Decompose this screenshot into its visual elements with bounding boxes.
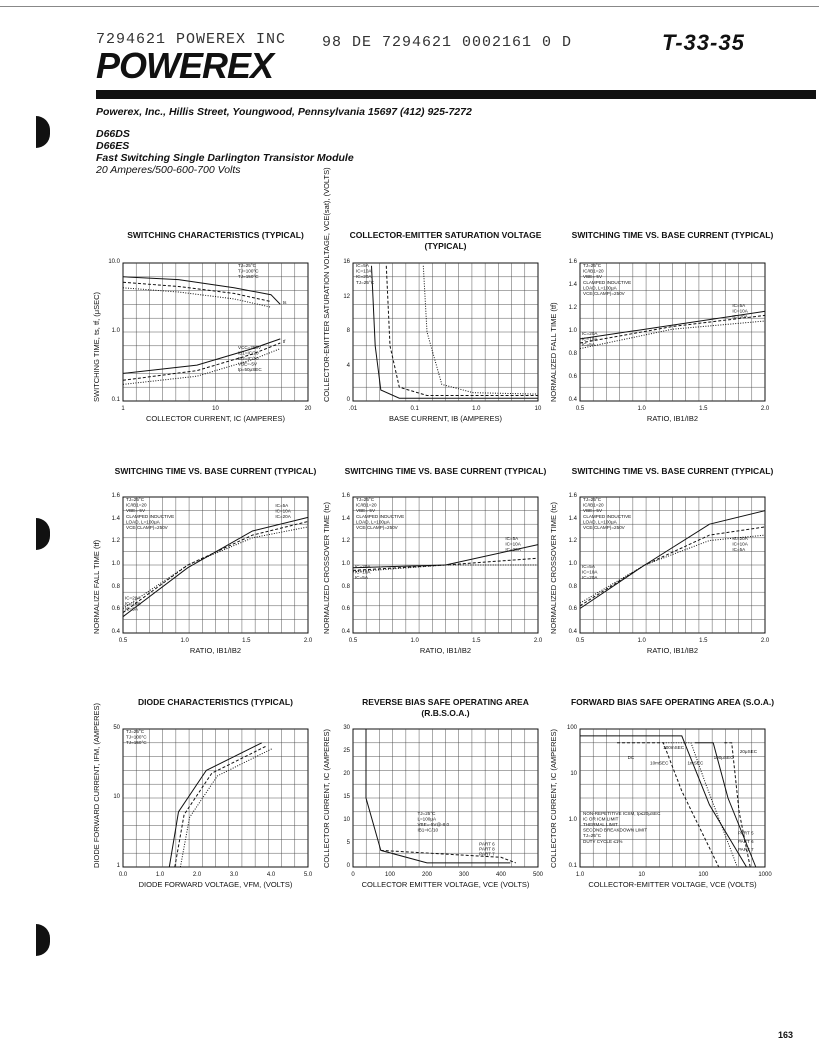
binder-hole-2 [36,518,50,550]
curve-label: PART 7 [479,851,495,857]
x-axis-label: COLLECTOR-EMITTER VOLTAGE, VCE (VOLTS) [588,880,757,889]
y-tick-label: 0.8 [341,583,350,590]
x-tick-label: 1.5 [699,638,708,644]
note-text: TJ=25°C [356,497,375,502]
y-tick-label: 12 [343,293,350,300]
product-title: Fast Switching Single Darlington Transistor Module [96,152,354,164]
y-tick-label: 1.0 [111,328,120,334]
note-text: TJ=25°C [126,497,145,502]
y-tick-label: 1.0 [568,561,577,567]
header-bar [96,90,816,99]
chart-plot [348,496,543,646]
x-axis-label: RATIO, IB1/IB2 [419,646,472,655]
x-tick-label: 1 [121,406,125,412]
curve-label: IC=10A [355,569,371,575]
curve-label: IC=10A [275,508,291,514]
chart-title: SWITCHING CHARACTERISTICS (TYPICAL) [127,230,304,240]
x-axis-label: COLLECTOR CURRENT, IC (AMPERES) [145,414,286,423]
chart-title: COLLECTOR-EMITTER SATURATION VOLTAGE (TYPICAL) [349,230,542,251]
curve-label: IC=20A [732,313,748,319]
note-text: LOAD, L=100μA [583,285,617,291]
curve-series [381,850,516,863]
chart-notes [417,811,449,833]
curve-label: IC=5A [732,547,746,553]
y-axis-label: COLLECTOR-EMITTER SATURATION VOLTAGE, VCE(sat), (VOLTS) [322,167,331,402]
curve-label: DC [627,754,635,760]
chart-plot [575,262,770,414]
x-axis-label: BASE CURRENT, IB (AMPERES) [389,414,502,423]
document-code: 7294621 POWEREX INC [96,31,287,48]
curve-label: PART 6 [479,841,495,847]
y-tick-label: 1.2 [568,305,577,311]
note-text: VBE=-5V [583,274,603,280]
curve-label: IC=20A [582,574,598,580]
note-text: TJ=25°C [237,263,257,268]
chart-notes [126,729,147,745]
note-text: CLAMPED INDUCTIVE [126,513,175,519]
reference-code: 98 DE 7294621 0002161 0 D [322,34,573,51]
note-text: VBE=-5V@-8.0 [417,822,450,827]
note-text: DUTY CYCLE ≤1% [583,838,623,844]
x-tick-label: 1.0 [180,638,189,644]
curve-label: IC=20A [125,595,141,601]
y-tick-label: 1.6 [568,259,577,265]
chart-notes [583,263,631,296]
company-address: Powerex, Inc., Hillis Street, Youngwood, Pennsylvania 15697 (412) 925-7272 [96,106,472,118]
x-tick-label: 3.0 [229,872,239,878]
curve-label: IC=10A [732,541,748,547]
chart-title: FORWARD BIAS SAFE OPERATING AREA (S.O.A.) [570,697,775,707]
y-axis-label: COLLECTOR CURRENT, IC (AMPERES) [549,728,558,868]
powerex-logo [96,45,274,86]
x-tick-label: .01 [348,406,358,412]
y-tick-label: 25 [343,748,350,754]
y-tick-label: 0.1 [568,863,577,869]
y-tick-label: 0.8 [568,583,577,590]
curve-series [180,748,273,867]
note-text: VBE=-5V [237,361,257,367]
chart-notes [583,497,631,530]
note-text: IC OR ICM LIMIT [583,816,619,822]
x-tick-label: 1000 [758,872,772,878]
curve-label: IC=10A [732,308,748,314]
note-text: VCE(CLAMP)=250V [126,525,168,530]
y-tick-label: 0.8 [111,583,120,590]
x-tick-label: 100 [384,872,396,878]
curve-label: PART 5 [737,830,754,836]
chart-notes [583,811,661,844]
curve-label: 20μSEC [739,749,758,755]
x-tick-label: 5.0 [303,872,313,878]
note-text: CLAMPED INDUCTIVE [583,513,632,519]
y-tick-label: 16 [343,259,350,265]
note-text: IC/IB1=20 [356,502,377,508]
x-tick-label: 2.0 [760,406,770,412]
product-rating: 20 Amperes/500-600-700 Volts [96,164,241,176]
x-tick-label: 2.0 [760,638,770,644]
y-tick-label: 1.4 [341,515,350,522]
note-text: IB2=IC/10 [237,356,259,361]
x-tick-label: 0.5 [118,638,128,644]
y-tick-label: 10 [570,771,577,777]
y-tick-label: 1.0 [568,817,577,823]
x-tick-label: 1.0 [575,872,585,878]
curve-label: IC=20A [505,547,521,553]
x-tick-label: 400 [495,872,507,878]
curve-label: IC=5A [355,574,368,580]
curve-label: PART 8 [479,846,495,852]
binder-hole-3 [36,924,50,956]
y-tick-label: 0.6 [111,606,120,613]
note-text: IB1=IC/20 [237,350,259,356]
curve-label: IC=10A [582,336,598,342]
chart-title: SWITCHING TIME VS. BASE CURRENT (TYPICAL) [571,230,774,240]
y-tick-label: 10.0 [108,259,120,265]
note-text: L=100μA [417,816,437,822]
y-tick-label: 15 [343,794,350,800]
curve-label: IC=5A [125,606,138,612]
y-tick-label: 1.6 [341,493,350,499]
y-tick-label: 30 [343,725,350,731]
note-text: TJ=25°C [583,263,602,268]
x-axis-label: RATIO, IB1/IB2 [646,414,699,423]
handwritten-annotation: T-33-35 [662,30,745,55]
chart-title: REVERSE BIAS SAFE OPERATING AREA (R.B.S.O.A.) [362,697,529,718]
note-text: VBE=-5V [356,508,376,514]
x-tick-label: 1.0 [155,872,165,878]
x-tick-label: 0.5 [348,638,358,644]
note-text: TJ=100°C [126,734,147,740]
part-number-1: D66DS [96,128,130,140]
y-tick-label: 0 [346,863,350,869]
y-tick-label: 1.4 [568,282,577,288]
curve-label: 100μSEC [713,754,734,760]
curve-label: IC=20A [732,536,748,542]
chart-plot [348,262,542,414]
y-tick-label: 100 [566,725,577,731]
note-text: IB1=IC/10 [417,827,439,833]
y-tick-label: 0.6 [568,606,577,613]
note-text: CLAMPED INDUCTIVE [583,279,632,285]
part-number-2: D66ES [96,140,130,152]
x-tick-label: 2.0 [533,638,543,644]
x-tick-label: 1.0 [637,638,646,644]
binder-hole-1 [36,116,50,148]
curve-label: ts [282,300,287,305]
y-tick-label: 0.6 [341,606,350,613]
curve-label: PART 6 [737,838,754,844]
x-tick-label: 0 [351,872,355,878]
chart-plot [575,728,772,880]
chart-plot [122,262,311,414]
curve-label: IC=10A [125,601,141,606]
y-tick-label: 0.4 [568,629,577,635]
curve-label: 100mSEC [663,745,685,750]
curve-label: 10mSEC [650,760,669,766]
y-tick-label: 4 [346,362,350,369]
page-number: 163 [778,1030,794,1040]
y-tick-label: 0.1 [111,397,120,403]
y-tick-label: 1.6 [111,493,120,499]
x-tick-label: 1.5 [472,638,481,644]
x-tick-label: 1.0 [637,406,646,412]
curve-label: tf [282,339,286,345]
note-text: TJ=100°C [237,268,259,274]
x-tick-label: 0.0 [118,872,128,878]
x-tick-label: 1.0 [410,638,419,644]
note-text: VCC=250V [237,344,262,350]
y-tick-label: 0.4 [568,397,577,403]
y-tick-label: 0 [346,397,350,403]
curve-label: IC=10A [505,541,521,547]
x-tick-label: 1.5 [242,638,251,644]
note-text: TJ=25°C [583,497,602,502]
y-axis-label: NORMALIZED FALL TIME (tf) [549,302,558,402]
x-tick-label: 500 [532,872,544,878]
chart-plot [575,496,770,646]
note-text: IC=20A [356,274,372,280]
y-tick-label: 1.6 [568,493,577,499]
y-tick-label: 1.0 [111,561,120,567]
curve-label: IC=5A [582,341,595,347]
x-tick-label: 20 [304,406,312,412]
note-text: IC/IB1=20 [583,268,604,274]
x-tick-label: 10 [638,872,646,878]
note-text: IC=10A [356,268,372,274]
x-tick-label: 200 [421,872,433,878]
x-tick-label: 300 [458,872,470,878]
curve-label: IC=5A [582,563,595,569]
y-tick-label: 8 [346,328,350,334]
curve-label: IC=20A [582,330,598,336]
curve-label: IC=20A [355,563,371,569]
y-tick-label: 1.0 [341,561,350,567]
chart-notes [126,497,174,530]
chart-title: SWITCHING TIME VS. BASE CURRENT (TYPICAL) [571,466,774,476]
curve-series [386,266,538,396]
note-text: VCE(CLAMP)=250V [583,291,625,296]
x-tick-label: 0.5 [575,638,585,644]
note-text: TJ=25°C [356,279,375,285]
x-tick-label: 2.0 [192,872,202,878]
chart-plot [118,496,313,646]
logo-text: POWEREX [96,45,274,86]
note-text: VCE(CLAMP)=250V [583,525,625,530]
x-tick-label: 2.0 [303,638,313,644]
note-text: TJ=25°C [417,810,436,816]
y-tick-label: 0.4 [341,629,350,635]
note-text: LOAD, L=100μA [126,519,160,525]
curve-label: IC=5A [275,503,289,509]
curve-label: IC=5A [732,302,746,308]
y-tick-label: 0.8 [568,351,577,357]
y-tick-label: 50 [113,725,120,731]
top-rule [0,6,819,7]
chart-title: DIODE CHARACTERISTICS (TYPICAL) [138,697,293,707]
x-tick-label: 1.0 [472,406,481,412]
note-text: VCE(CLAMP)=250V [356,525,398,530]
x-tick-label: 100 [698,872,709,878]
chart-plot [351,728,544,880]
curve-series [123,282,271,301]
x-axis-label: RATIO, IB1/IB2 [189,646,242,655]
y-axis-label: COLLECTOR CURRENT, IC (AMPERES) [322,728,331,868]
y-tick-label: 10 [113,794,120,800]
y-axis-label: NORMALIZE FALL TIME (tf) [92,539,101,634]
note-text: TJ=25°C [126,729,145,734]
note-text: CLAMPED INDUCTIVE [356,513,405,519]
note-text: NON-REPETITIVE ICSM, tp≤20μSEC [583,810,661,816]
y-axis-label: NORMALIZED CROSSOVER TIME (tc) [322,502,331,634]
x-axis-label: DIODE FORWARD VOLTAGE, VFM, (VOLTS) [138,880,293,889]
x-axis-label: RATIO, IB1/IB2 [646,646,699,655]
note-text: TJ=150°C [237,274,259,280]
x-tick-label: 10 [534,406,542,412]
chart-plot [118,728,313,880]
y-tick-label: 1.4 [111,515,120,522]
y-axis-label: NORMALIZED CROSSOVER TIME (tc) [549,502,558,634]
y-tick-label: 0.4 [111,629,120,635]
x-tick-label: 1.5 [699,406,708,412]
note-text: IC=5A [356,263,369,268]
x-tick-label: 10 [212,406,219,412]
y-tick-label: 1.2 [568,538,577,545]
chart-title: SWITCHING TIME VS. BASE CURRENT (TYPICAL) [114,466,317,476]
note-text: VBE=-5V [126,508,146,514]
note-text: VBE=-5V [583,508,603,514]
note-text: TJ=150°C [126,740,147,746]
y-tick-label: 1.2 [341,538,350,545]
y-tick-label: 0.6 [568,374,577,380]
y-tick-label: 20 [343,771,350,777]
x-tick-label: 4.0 [266,872,276,878]
note-text: LOAD, L=100μA [356,519,390,525]
y-tick-label: 10 [343,817,350,823]
x-axis-label: COLLECTOR EMITTER VOLTAGE, VCE (VOLTS) [361,880,530,889]
curve-series [423,266,538,394]
y-tick-label: 5 [346,840,350,846]
note-text: SECOND BREAKDOWN LIMIT [583,827,648,833]
y-axis-label: DIODE FORWARD CURRENT, IFM, (AMPERES) [92,702,101,868]
note-text: IC/IB1=20 [126,502,147,508]
chart-notes [238,263,262,372]
x-tick-label: 0.1 [410,406,419,412]
y-tick-label: 1.0 [568,328,577,334]
curve-label: PART 7 [737,847,754,853]
curve-label: IC=20A [275,514,291,520]
note-text: tp=50μSEC [237,367,262,373]
note-text: IC/IB1=20 [583,502,604,508]
curve-series [175,746,267,867]
curve-label: IC=10A [582,569,598,575]
x-tick-label: 0.5 [575,406,585,412]
note-text: THERMAL LIMIT [583,822,618,827]
y-tick-label: 1.2 [111,538,120,545]
note-text: LOAD, L=100μA [583,519,617,525]
y-tick-label: 1 [116,863,120,869]
chart-notes [356,497,404,530]
curve-label: 1mSEC [687,760,704,766]
note-text: TJ=25°C [583,833,602,839]
y-tick-label: 1.4 [568,515,577,522]
curve-label: IC=5A [505,536,519,542]
chart-title: SWITCHING TIME VS. BASE CURRENT (TYPICAL) [344,466,547,476]
y-axis-label: SWITCHING TIME, ts, tf, (μSEC) [92,291,101,402]
